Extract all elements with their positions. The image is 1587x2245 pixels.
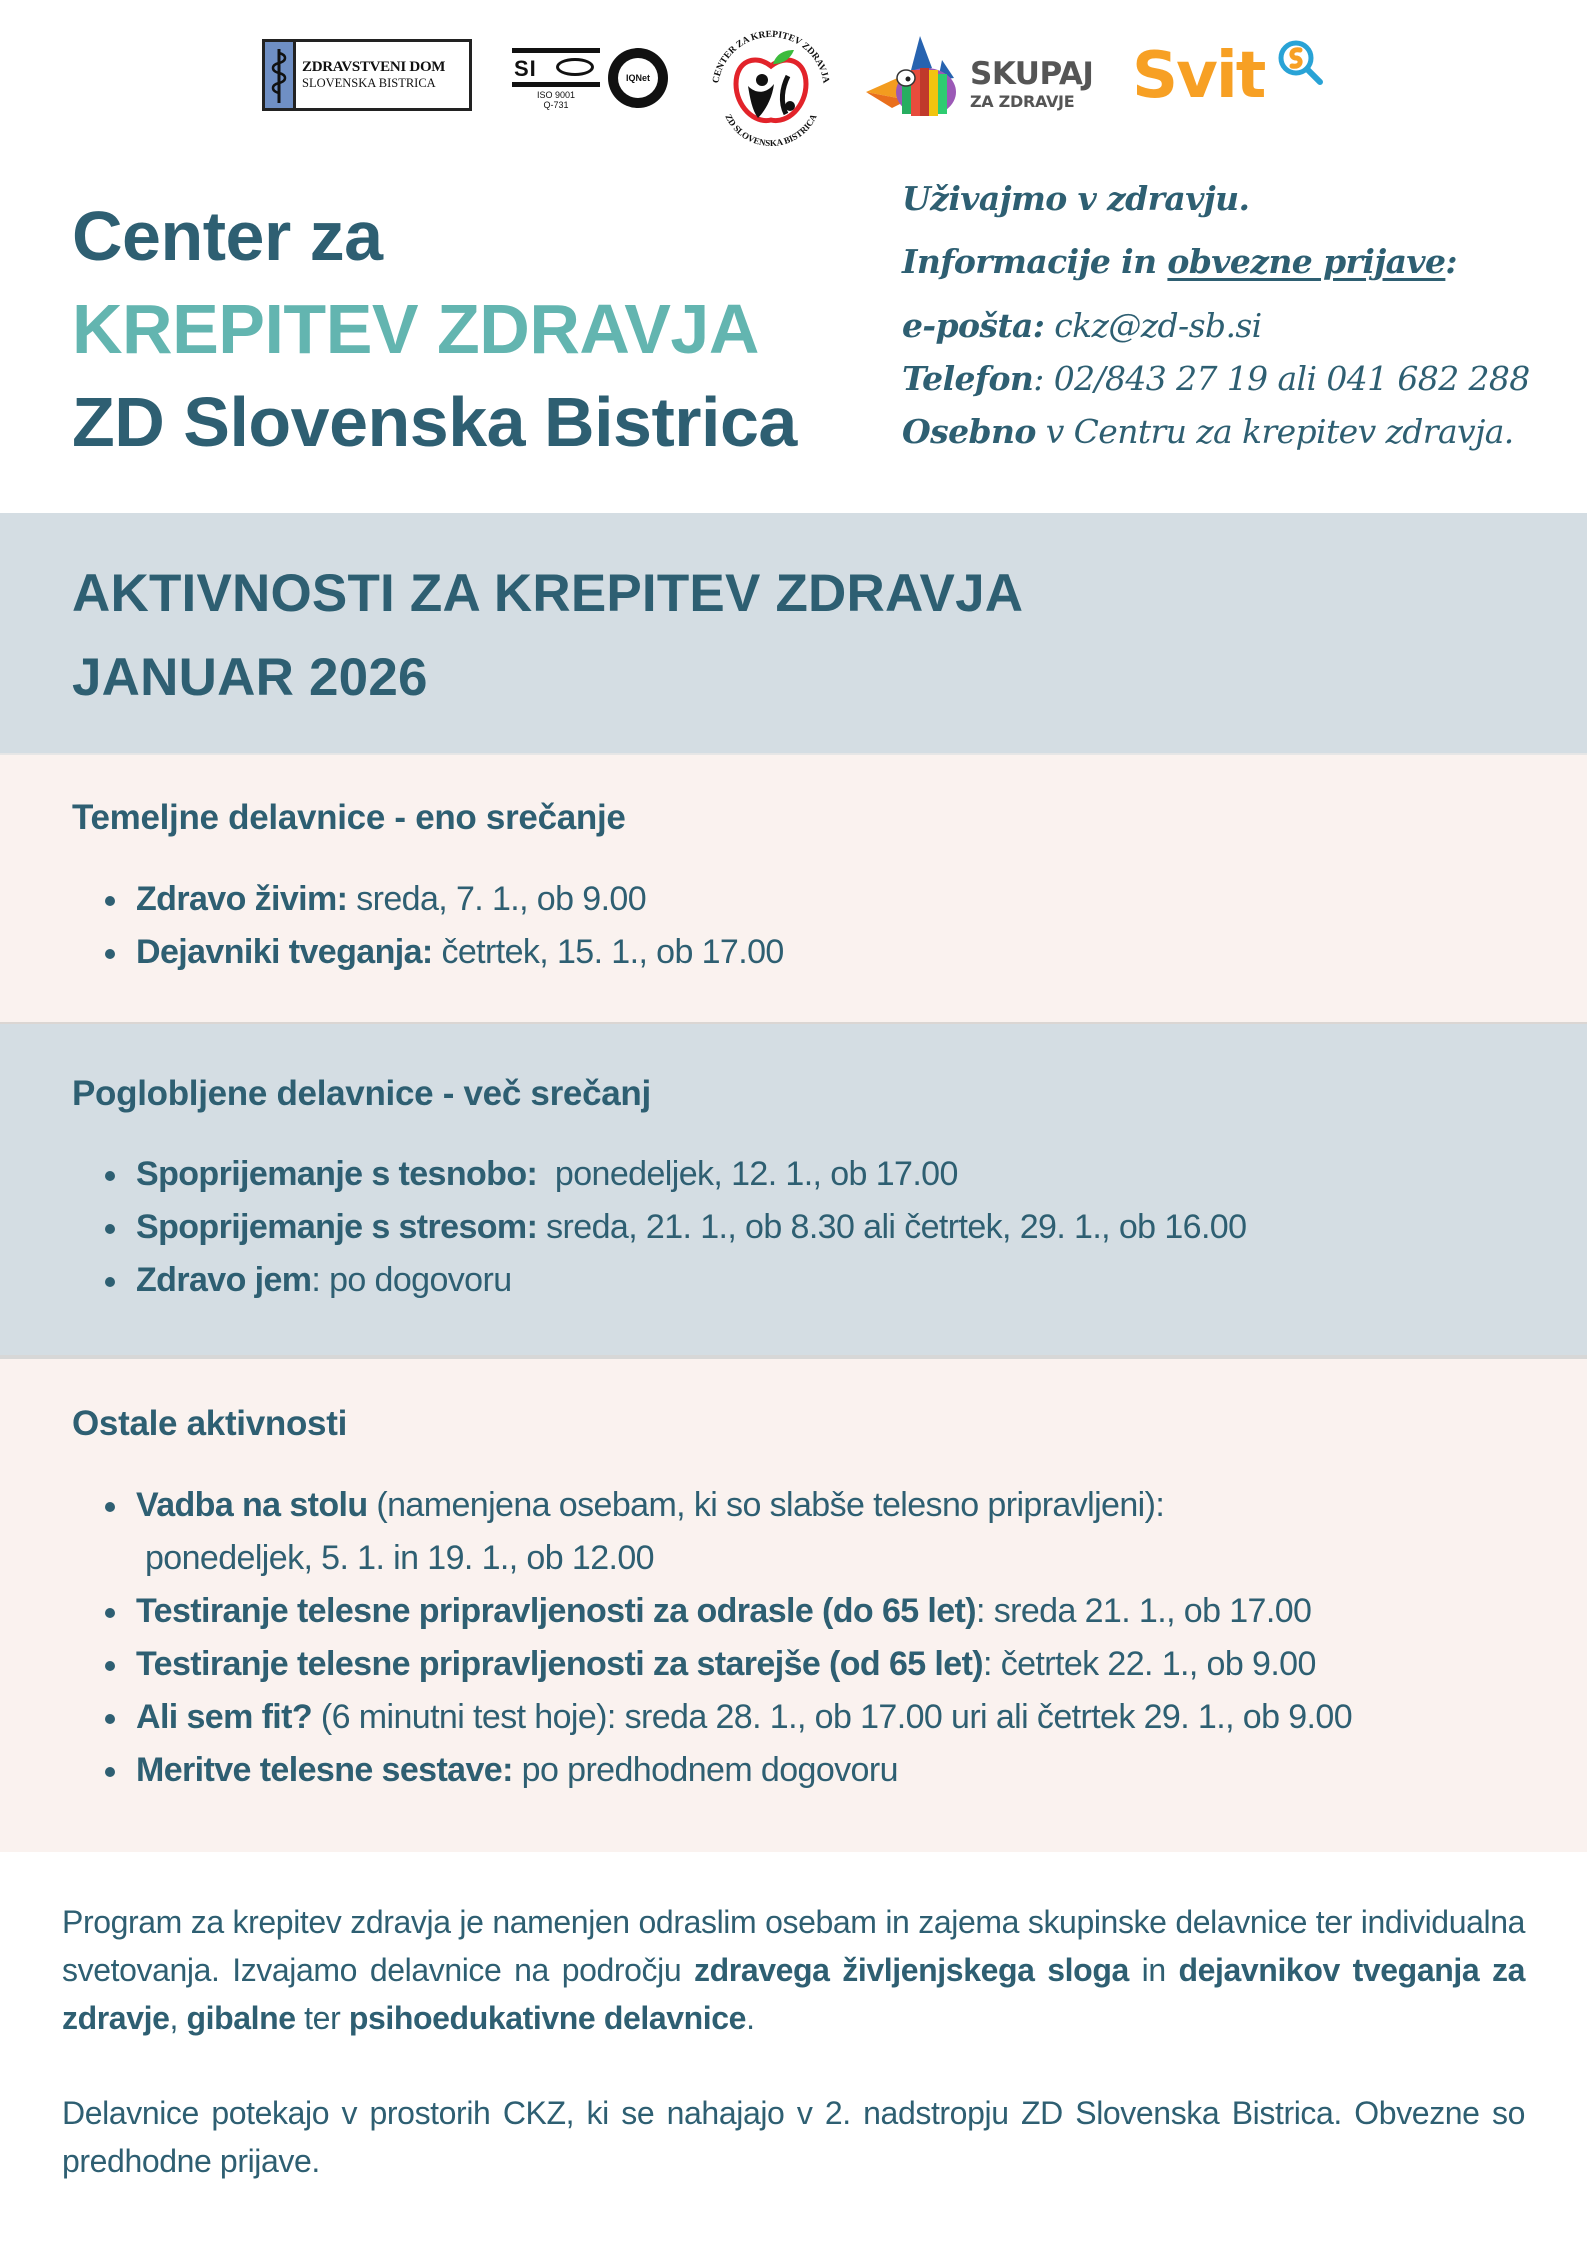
bird-mascot-icon (862, 34, 966, 118)
skupaj-logo-line2: ZA ZDRAVJE (970, 92, 1075, 111)
in-person-label: Osebno (902, 412, 1036, 451)
page-title (72, 190, 797, 469)
skupaj-logo-line1: SKUPAJ (970, 56, 1094, 92)
phone-value[interactable]: : 02/843 27 19 ali 041 682 288 (1033, 359, 1530, 398)
title-line3: ZD Slovenska Bistrica (72, 383, 797, 461)
section-title: Temeljne delavnice - eno srečanje (72, 798, 626, 837)
section-title: Ostale aktivnosti (72, 1404, 348, 1443)
zd-logo-line1: ZDRAVSTVENI DOM (302, 59, 446, 75)
zd-slovenska-bistrica-logo (262, 39, 472, 111)
list-item: Testiranje telesne pripravljenosti za odrasle (do 65 let): sreda 21. 1., ob 17.00 (72, 1585, 1352, 1638)
skupaj-za-zdravje-logo (862, 34, 1094, 118)
main-heading-band (0, 513, 1587, 753)
title-line1: Center za (72, 197, 383, 275)
info-prefix: Informacije in (902, 242, 1168, 281)
ckz-apple-logo (706, 28, 836, 146)
list-item: Zdravo jem: po dogovoru (72, 1254, 1246, 1307)
iso-q-icon (556, 58, 594, 76)
main-heading-line2: JANUAR 2026 (72, 648, 428, 707)
main-heading-line1: AKTIVNOSTI ZA KREPITEV ZDRAVJA (72, 564, 1024, 623)
registration-link[interactable]: obvezne prijave (1167, 242, 1446, 281)
list-item: Dejavniki tveganja: četrtek, 15. 1., ob 17.00 (72, 926, 784, 979)
list-item: Testiranje telesne pripravljenosti za starejše (od 65 let): četrtek 22. 1., ob 9.00 (72, 1638, 1352, 1691)
section-basic-workshops (0, 753, 1587, 1022)
ckz-logo-top-arc: CENTER ZA KREPITEV ZDRAVJA (711, 29, 831, 85)
email-link[interactable]: ckz@zd-sb.si (1044, 306, 1262, 345)
location-note: Delavnice potekajo v prostorih CKZ, ki se nahajajo v 2. nadstropju ZD Slovenska Bistrica. Obvezne so predhodne prijave. (62, 2095, 1525, 2179)
phone-label: Telefon (902, 359, 1034, 398)
list-item: Zdravo živim: sreda, 7. 1., ob 9.00 (72, 873, 784, 926)
list-item: Vadba na stolu (namenjena osebam, ki so slabše telesno pripravljeni): ponedeljek, 5. 1. in 19. 1., ob 12.00 (72, 1479, 1352, 1585)
title-line2: KREPITEV ZDRAVJA (72, 290, 759, 368)
slogan: Uživajmo v zdravju. (902, 179, 1250, 218)
iso-si-mark: SI (514, 56, 537, 81)
magnifier-icon (1276, 38, 1326, 94)
program-description: Program za krepitev zdravja je namenjen odraslim osebam in zajema skupinske delavnice ter individualna svetovanja. Izvajamo delavnice na področju zdravega življenjskega sloga in dejavnikov tveganja za zdravje, gibalne ter psihoedukativne delavnice. (62, 1904, 1525, 2036)
svit-logo-word: Svit (1132, 39, 1265, 113)
list-item: Spoprijemanje s stresom: sreda, 21. 1., ob 8.30 ali četrtek, 29. 1., ob 16.00 (72, 1201, 1246, 1254)
section-other-activities (0, 1355, 1587, 1852)
section-title: Poglobljene delavnice - več srečanj (72, 1074, 651, 1113)
activity-list (72, 1479, 1352, 1797)
zd-logo-line2: SLOVENSKA BISTRICA (302, 76, 436, 90)
in-person-value: v Centru za krepitev zdravja. (1035, 412, 1514, 451)
ckz-logo-bottom-arc: ZD SLOVENSKA BISTRICA (723, 112, 819, 146)
iqnet-mark: IQNet (618, 58, 658, 98)
contact-info (902, 180, 1530, 458)
info-suffix: : (1445, 242, 1457, 281)
workshop-list (72, 873, 784, 979)
iso-9001-logo (512, 48, 600, 116)
svit-logo (1128, 36, 1338, 120)
rod-of-asclepius-icon (265, 42, 296, 108)
workshop-list (72, 1148, 1246, 1307)
list-item: Spoprijemanje s tesnobo: ponedeljek, 12. 1., ob 17.00 (72, 1148, 1246, 1201)
iqnet-certified-logo (608, 48, 668, 108)
section-advanced-workshops (0, 1022, 1587, 1355)
list-item: Ali sem fit? (6 minutni test hoje): sreda 28. 1., ob 17.00 uri ali četrtek 29. 1., ob 9.00 (72, 1691, 1352, 1744)
iso-caption: ISO 9001 Q-731 (536, 90, 576, 110)
list-item: Meritve telesne sestave: po predhodnem dogovoru (72, 1744, 1352, 1797)
email-label: e-pošta: (902, 306, 1045, 345)
